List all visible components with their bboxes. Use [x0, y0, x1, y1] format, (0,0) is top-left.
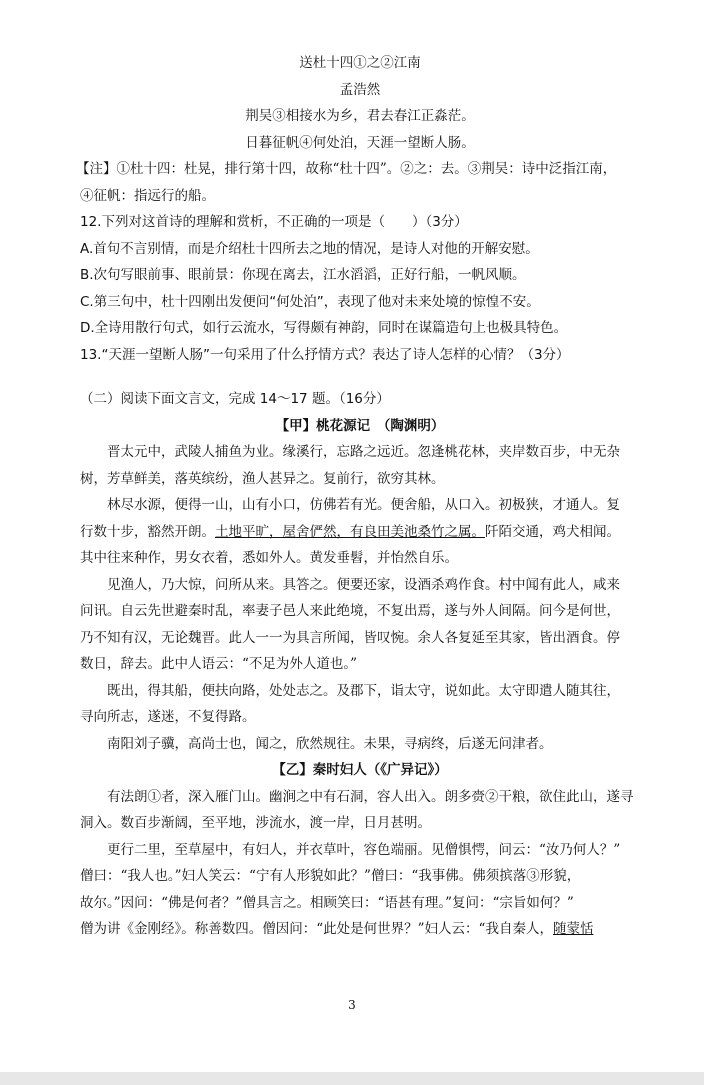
jia-p1-line-2: 树，芳草鲜美，落英缤纷，渔人甚异之。复前行，欲穷其林。 [80, 470, 445, 487]
underlined-phrase: 随蒙恬 [552, 921, 594, 937]
jia-p4-line-1: 既出，得其船，便扶向路，处处志之。及郡下，诣太守，说如此。太守即遣人随其往， [107, 682, 620, 699]
question-12-option-d: D.全诗用散行句式，如行云流水，写得颇有神韵，同时在谋篇造句上也极具特色。 [80, 320, 568, 336]
poem-line-1: 荆吴③相接水为乡，君去春江正淼茫。 [245, 108, 475, 124]
page-number: 3 [348, 998, 356, 1012]
question-12-option-b: B.次句写眼前事、眼前景：你现在离去，江水滔滔，正好行船，一帆风顺。 [80, 267, 526, 283]
jia-p3-line-2: 问讯。自云先世避秦时乱，率妻子邑人来此绝境，不复出焉，遂与外人间隔。问今是何世， [80, 603, 620, 619]
jia-p2-line-3: 其中往来种作，男女衣着，悉如外人。黄发垂髫，并怡然自乐。 [80, 550, 458, 566]
question-13: 13.“天涯一望断人肠”一句采用了什么抒情方式？表达了诗人怎样的心情？（3分） [80, 346, 570, 363]
jia-p2-line-2 [80, 519, 640, 546]
jia-p3-line-4: 数日，辞去。此中人语云：“不足为外人道也。” [80, 656, 358, 672]
yi-p2-line-1: 更行二里，至草屋中，有妇人，并衣草叶，容色端丽。见僧惧愕，问云：“汝乃何人？” [107, 841, 621, 858]
question-12-option-c: C.第三句中，杜十四刚出发便问“何处泊”，表现了他对未来处境的惊惶不安。 [80, 293, 540, 310]
jia-p3-line-1: 见渔人，乃大惊，问所从来。具答之。便要还家，设酒杀鸡作食。村中闻有此人，咸来 [107, 576, 620, 593]
passage-yi-title: 【乙】秦时妇人（《广异记》） [272, 762, 448, 778]
viewer-bottom-strip [0, 1072, 704, 1085]
jia-p5-line-1: 南阳刘子骥，高尚士也，闻之，欣然规往。未果，寻病终，后遂无问津者。 [107, 735, 553, 752]
poem-note-1: 【注】①杜十四：杜晃，排行第十四，故称“杜十四”。②之：去。③荆吴：诗中泛指江南， [76, 161, 617, 177]
jia-p2-line-1: 林尽水源，便得一山，山有小口，仿佛若有光。便舍船，从口入。初极狭，才通人。复 [107, 497, 620, 513]
passage-jia-title: 【甲】桃花源记 （陶渊明） [275, 417, 445, 434]
yi-p2-line-4 [80, 916, 640, 943]
jia-p1-line-1: 晋太元中，武陵人捕鱼为业。缘溪行，忘路之远近。忽逢桃花林，夹岸数百步，中无杂 [107, 444, 620, 460]
yi-p2-line-4-start: 僧为讲《金刚经》。称善数四。僧因问：“此处是何世界？”妇人云：“我自秦人， [80, 921, 553, 937]
question-12-option-a: A.首句不言别情，而是介绍杜十四所去之地的情况，是诗人对他的开解安慰。 [80, 240, 539, 257]
section-2-heading: （二）阅读下面文言文，完成 14～17 题。（16分） [80, 391, 390, 407]
jia-p4-line-2: 寻向所志，遂迷，不复得路。 [80, 709, 256, 725]
underlined-sentence: 土地平旷，屋舍俨然，有良田美池桑竹之属。 [215, 523, 485, 540]
yi-p2-line-2: 僧曰：“我人也。”妇人笑云：“宁有人形貌如此？”僧曰：“我事佛。佛须摈落③形貌， [80, 868, 581, 884]
jia-p3-line-3: 乃不知有汉，无论魏晋。此人一一为具言所闻，皆叹惋。余人各复延至其家，皆出酒食。停 [80, 629, 620, 646]
yi-p2-line-3: 故尔。”因问：“佛是何者？”僧具言之。相顾笑曰：“语甚有理。”复问：“宗旨如何？” [80, 894, 574, 911]
page-content [76, 50, 640, 943]
poem-line-2: 日暮征帆④何处泊，天涯一望断人肠。 [245, 134, 475, 151]
jia-p2-line-2-end: 阡陌交通，鸡犬相闻。 [485, 523, 620, 540]
question-12: 12.下列对这首诗的理解和赏析，不正确的一项是（ ）（3分） [80, 214, 468, 230]
jia-p2-line-2-start: 行数十步，豁然开朗。 [80, 523, 215, 540]
yi-p1-line-1: 有法朗①者，深入雁门山。幽涧之中有石洞，容人出入。朗多赍②干粮，欲住此山，遂寻 [107, 788, 634, 805]
yi-p1-line-2: 洞入。数百步渐阔，至平地，涉流水，渡一岸，日月甚明。 [80, 815, 431, 831]
poem-author: 孟浩然 [339, 81, 381, 98]
poem-title: 送杜十四①之②江南 [299, 55, 421, 71]
poem-note-2: ④征帆：指远行的船。 [80, 187, 215, 204]
